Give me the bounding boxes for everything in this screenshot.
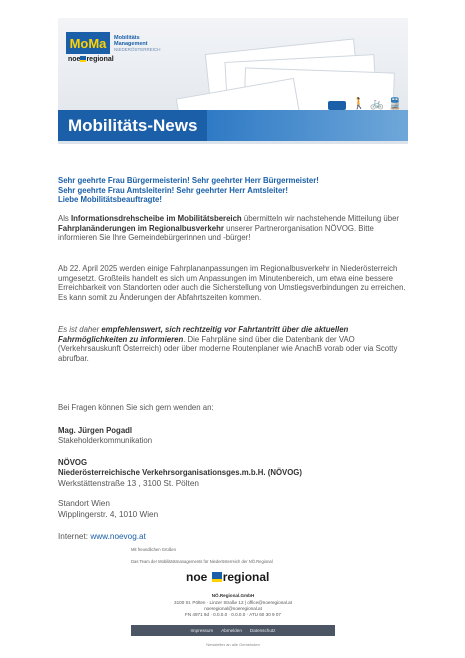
noe-regional-footer-logo — [186, 570, 269, 584]
internet-line — [58, 532, 146, 541]
internet-label: Internet: — [58, 532, 91, 541]
moma-logo-line: Management — [114, 40, 148, 47]
site-address: Wipplingerstr. 4, 1010 Wien — [58, 510, 159, 519]
schedule-paragraph: Ab 22. April 2025 werden einige Fahrplananpassungen im Regionalbusverkehr in Niederösterreich umgesetzt. Großteils handelt es sich um Anpassungen im Minutenbereich, um etwa eine bessere Erreichbarkeit von Standorten oder auch die Sicherstellung von Umstiegsverbindungen zu erreichen. Es kann somit zu Änderungen der Abfahrtszeiten kommen. — [58, 264, 406, 302]
bus-icon — [328, 101, 346, 110]
noe-text: noe — [68, 56, 81, 63]
noe-regional-logo — [68, 56, 114, 63]
contact-intro: Bei Fragen können Sie sich gern wenden an: — [58, 403, 214, 412]
imprint-link[interactable]: Impressum — [190, 628, 214, 633]
intro-paragraph — [58, 214, 410, 243]
text-bold: empfehlenswert, sich rechtzeitig vor Fahrtantritt über die aktuellen Fahrmöglichkeiten zu informieren — [58, 325, 349, 344]
moma-badge: MoMa — [66, 32, 110, 54]
footer-org-line: 3100 St. Pölten · Linzer Straße 12 | office@noeregional.at — [174, 600, 292, 605]
bicycle-icon: 🚲 — [370, 98, 384, 110]
website-link[interactable]: www.noevog.at — [90, 532, 146, 541]
footer-org-name: NÖ.Regional.GmbH — [211, 593, 255, 598]
privacy-link[interactable]: Datenschutz — [249, 628, 276, 633]
contact-role: Stakeholderkommunikation — [58, 436, 153, 445]
unsubscribe-link[interactable]: Abmelden — [221, 628, 242, 633]
footer-tiny-note: Newsletter an alle Gemeinden — [206, 642, 260, 647]
org-long-name: Niederösterreichische Verkehrsorganisationsges.m.b.H. (NÖVOG) — [58, 468, 302, 477]
org-short-name: NÖVOG — [58, 458, 88, 467]
moma-logo-line: Mobilitäts — [114, 34, 140, 41]
footer-org-line: FN 4971 9d · 0.0.0.0 · 0.0.0.0 · ATU 60 30 9 07 — [185, 612, 281, 617]
regional-text: regional — [86, 56, 114, 63]
org-address: Werkstättenstraße 13 , 3100 St. Pölten — [58, 479, 199, 488]
mobility-icons — [328, 98, 400, 110]
moma-logo-line: NIEDERÖSTERREICH — [114, 46, 161, 52]
text-bold: Fahrplanänderungen im Regionalbusverkehr — [58, 223, 224, 233]
greeting — [58, 176, 418, 205]
footer-link-bar — [131, 625, 335, 636]
greeting-line: Liebe Mobilitätsbeauftragte! — [58, 195, 162, 205]
footer-org-line[interactable]: noeregional@noeregional.at — [204, 606, 262, 611]
text-span: . Die Fahrpläne sind über die Datenbank der VAO (Verkehrsauskunft Österreich) oder über moderne Routenplaner wie AnachB vorab oder via Scotty abrufbar. — [58, 334, 398, 363]
recommendation-paragraph — [58, 325, 410, 363]
noe-text: noe — [186, 570, 208, 584]
text-span: Es ist daher — [58, 325, 102, 334]
greeting-line: Sehr geehrte Frau Bürgermeisterin! Sehr geehrter Herr Bürgermeister! — [58, 176, 319, 185]
moma-logo — [66, 26, 188, 60]
text-bold: Informationsdrehscheibe im Mobilitätsbereich — [71, 214, 242, 223]
footer-note: Das Team der Mobilitätsmanagements für Niederösterreich der NÖ.Regional — [131, 559, 273, 564]
contact-name: Mag. Jürgen Pogadl — [58, 426, 133, 435]
regional-text: regional — [222, 570, 270, 584]
text-span: unserer Partnerorganisation NÖVOG. Bitte informieren Sie Ihre Gemeindebürgerinnen und -bürger! — [58, 223, 374, 243]
greeting-line: Sehr geehrte Frau Amtsleiterin! Sehr geehrter Herr Amtsleiter! — [58, 185, 288, 195]
text-span: übermitteln wir nachstehende Mitteilung über — [241, 214, 400, 223]
noe-flag-icon — [212, 572, 222, 582]
site-label: Standort Wien — [58, 499, 110, 508]
text-span: Als — [58, 214, 71, 223]
footer-note: Mit freundlichen Grüßen — [131, 547, 176, 552]
page-title: Mobilitäts-News — [58, 110, 207, 141]
walking-icon: 🚶 — [352, 98, 366, 110]
train-icon: 🚆 — [388, 98, 402, 110]
